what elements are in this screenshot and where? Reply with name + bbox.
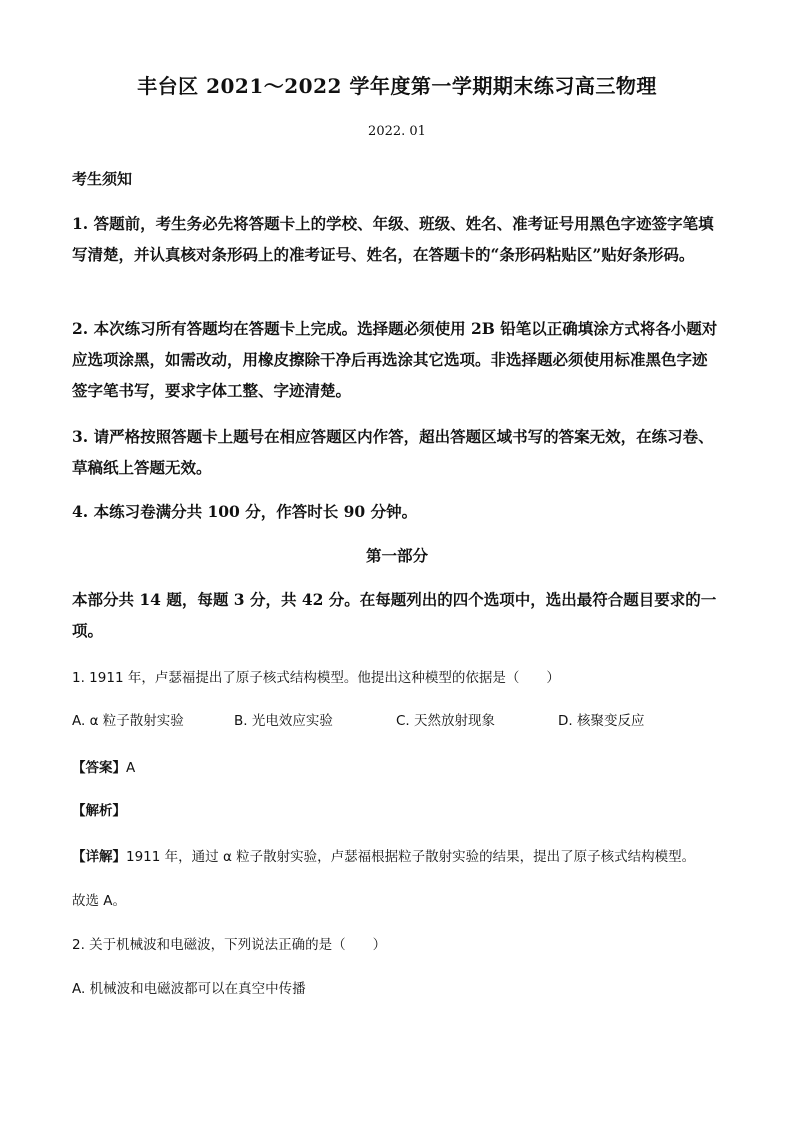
q1-option-b: B. 光电效应实验 xyxy=(234,713,333,729)
notice-item-4: 4. 本练习卷满分共 100 分，作答时长 90 分钟。 xyxy=(72,502,418,521)
notice-item-2: 2. 本次练习所有答题均在答题卡上完成。选择题必须使用 2B 铅笔以正确填涂方式将各小题对应选项涂黑，如需改动，用橡皮擦除干净后再选涂其它选项。非选择题必须使用标准黑色字迹签字笔书写，要求字体工整、字迹清楚。 xyxy=(72,319,718,400)
detail-tag: 【详解】 xyxy=(72,849,126,865)
page-title: 丰台区 2021～2022 学年度第一学期期末练习高三物理 xyxy=(137,74,657,98)
analysis-tag: 【解析】 xyxy=(72,803,126,819)
answer-value: A xyxy=(126,760,136,776)
q2-option-a: A. 机械波和电磁波都可以在真空中传播 xyxy=(72,981,306,997)
notice-item-3: 3. 请严格按照答题卡上题号在相应答题区内作答，超出答题区域书写的答案无效，在练习卷、草稿纸上答题无效。 xyxy=(72,427,714,477)
exam-date: 2022. 01 xyxy=(368,124,426,139)
notice-heading: 考生须知 xyxy=(72,170,133,188)
q1-option-a: A. α 粒子散射实验 xyxy=(72,713,184,729)
answer-tag: 【答案】 xyxy=(72,760,126,776)
part-one-title: 第一部分 xyxy=(365,546,428,565)
q1-option-d: D. 核聚变反应 xyxy=(558,713,645,729)
question-1-options xyxy=(72,709,732,729)
detail-text: 1911 年，通过 α 粒子散射实验，卢瑟福根据粒子散射实验的结果，提出了原子核式结构模型。 xyxy=(126,849,696,865)
part-one-description: 本部分共 14 题，每题 3 分，共 42 分。在每题列出的四个选项中，选出最符合题目要求的一项。 xyxy=(72,590,717,640)
question-2-stem: 2. 关于机械波和电磁波，下列说法正确的是（ ） xyxy=(72,937,387,953)
q1-detail xyxy=(72,845,732,865)
q1-option-c: C. 天然放射现象 xyxy=(396,713,496,729)
q1-conclusion: 故选 A。 xyxy=(72,893,127,909)
q1-answer xyxy=(72,756,732,776)
q1-analysis-tag xyxy=(72,799,732,819)
notice-item-1: 1. 答题前，考生务必先将答题卡上的学校、年级、班级、姓名、准考证号用黑色字迹签字笔填写清楚，并认真核对条形码上的准考证号、姓名，在答题卡的“条形码粘贴区”贴好条形码。 xyxy=(72,214,714,264)
question-1-stem: 1. 1911 年，卢瑟福提出了原子核式结构模型。他提出这种模型的依据是（ ） xyxy=(72,670,560,686)
